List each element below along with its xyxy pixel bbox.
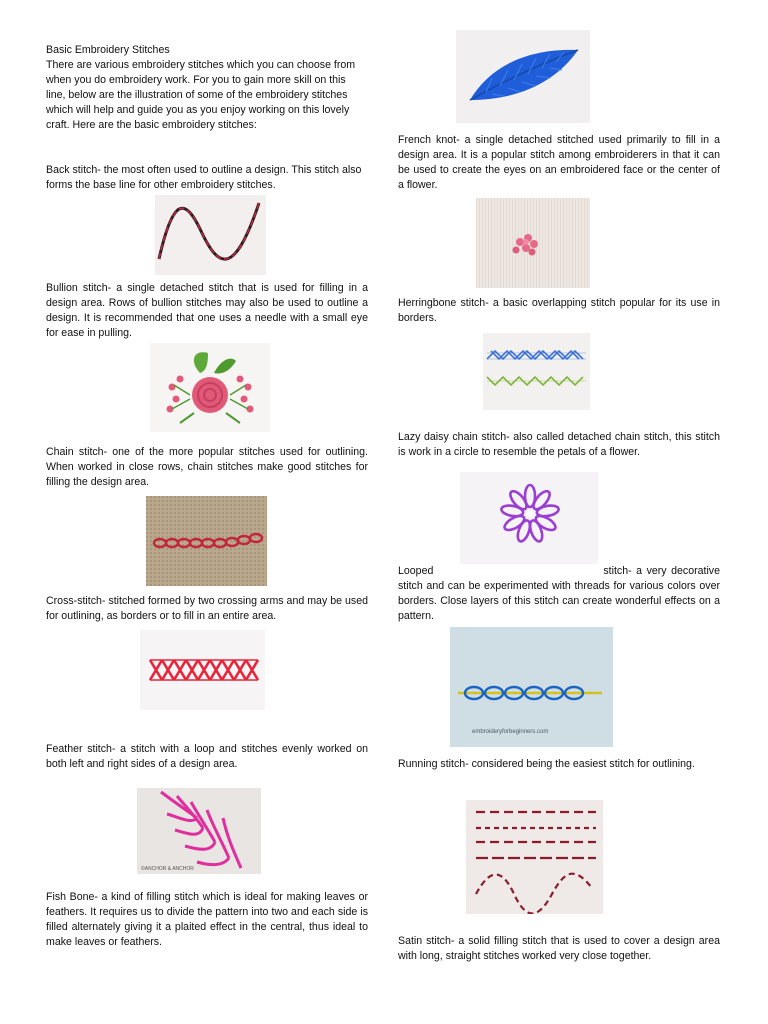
feather-stitch-illustration	[137, 788, 261, 874]
running-stitch-image	[466, 800, 603, 914]
running-stitch-text: Running stitch- considered being the easiest stitch for outlining.	[398, 758, 695, 770]
french-knot-illustration	[476, 198, 590, 288]
lazy-daisy-stitch-illustration	[460, 472, 598, 564]
herringbone-stitch-text: Herringbone stitch- a basic overlapping stitch popular for its use in borders.	[398, 297, 720, 324]
bullion-stitch-text: Bullion stitch- a single detached stitch that is used for filling in a design area. Rows of bullion stitches may also be used to outline a design. It is recommended that one uses a needle with a small eye for ease in pulling.	[46, 282, 368, 339]
looped-stitch-word: Looped	[398, 565, 434, 577]
cross-stitch-image	[140, 630, 265, 710]
intro-block	[46, 43, 368, 133]
looped-image-credit: embroideryforbeginners.com	[472, 729, 549, 735]
lazy-daisy-stitch-text: Lazy daisy chain stitch- also called detached chain stitch, this stitch is work in a circle to resemble the petals of a flower.	[398, 431, 720, 458]
french-knot-text: French knot- a single detached stitched used primarily to fill in a design area. It is a popular stitch among embroiderers in that it can be used to create the eyes on an embroidered face or the center of a flower.	[398, 134, 720, 191]
cross-stitch-illustration	[140, 630, 265, 710]
feather-stitch-image	[137, 788, 261, 874]
chain-stitch-image	[146, 496, 267, 586]
fish-bone-stitch-illustration	[456, 30, 590, 123]
chain-stitch-text: Chain stitch- one of the more popular stitches used for outlining. When worked in close rows, chain stitches make good stitches for filling the design area.	[46, 446, 368, 488]
fish-bone-stitch-image	[456, 30, 590, 123]
looped-stitch-text	[398, 564, 720, 624]
fish-bone-stitch-text: Fish Bone- a kind of filling stitch which is ideal for making leaves or feathers. It requires us to divide the pattern into two and each side is filled alternately giving it a plaited effect in the central, thus ideal to make leaves or feathers.	[46, 891, 368, 948]
back-stitch-text: Back stitch- the most often used to outline a design. This stitch also forms the base line for other embroidery stitches.	[46, 164, 362, 191]
looped-stitch-illustration	[450, 627, 613, 747]
herringbone-stitch-image	[483, 333, 590, 410]
lazy-daisy-stitch-image	[460, 472, 598, 564]
feather-stitch-text: Feather stitch- a stitch with a loop and stitches evenly worked on both left and right sides of a design area.	[46, 743, 368, 770]
chain-stitch-illustration	[146, 496, 267, 586]
intro-paragraph: There are various embroidery stitches which you can choose from when you do embroidery work. For you to gain more skill on this line, below are the illustration of some of the embroidery stitches which will help and guide you as you enjoy working on this lovely craft. Here are the basic embroidery stitches:	[46, 59, 356, 131]
back-stitch-image	[155, 195, 266, 275]
satin-stitch-text: Satin stitch- a solid filling stitch that is used to cover a design area with long, straight stitches worked very close together.	[398, 935, 720, 962]
french-knot-image	[476, 198, 590, 288]
running-stitch-illustration	[466, 800, 603, 914]
herringbone-stitch-illustration	[483, 333, 590, 410]
looped-stitch-description: stitch- a very decorative stitch and can be experimented with threads for various colors over borders. Close layers of this stitch can create wonderful effects on a pattern.	[398, 565, 720, 622]
cross-stitch-text: Cross-stitch- stitched formed by two crossing arms and may be used for outlining, as borders or to fill in an entire area.	[46, 595, 368, 622]
bullion-stitch-illustration	[150, 343, 270, 432]
back-stitch-illustration	[155, 195, 266, 275]
feather-image-credit: ©ANCHOR & ANCHOR	[141, 866, 194, 872]
bullion-stitch-image	[150, 343, 270, 432]
looped-stitch-image	[450, 627, 613, 747]
page-title: Basic Embroidery Stitches	[46, 44, 170, 56]
